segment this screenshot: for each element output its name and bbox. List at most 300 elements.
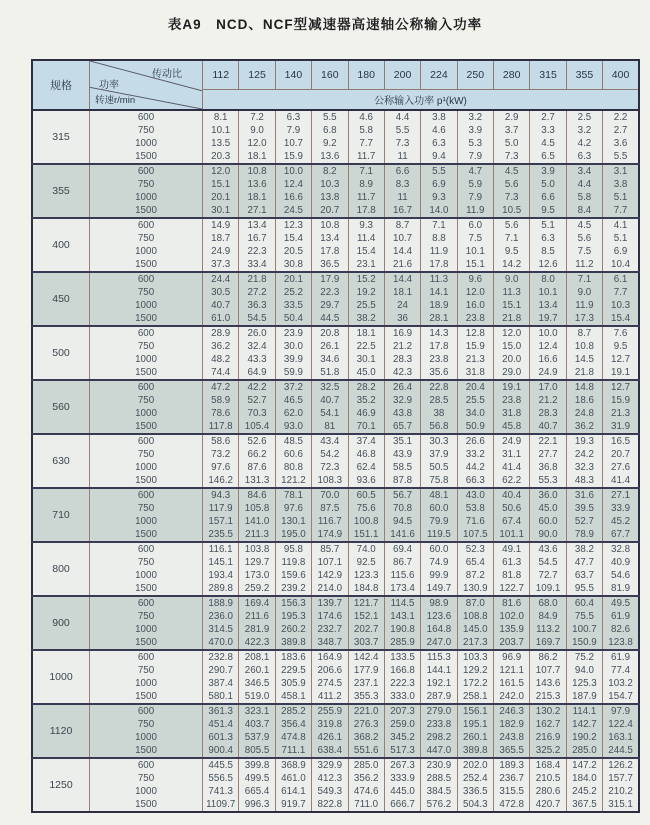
value-cell: 287.9 [421, 690, 457, 704]
value-cell: 23.8 [494, 394, 530, 407]
value-cell: 22.3 [312, 286, 348, 299]
value-cell: 35.6 [421, 366, 457, 380]
value-cell: 12.3 [275, 218, 311, 232]
value-cell: 28.9 [203, 326, 239, 340]
value-cell: 27.1 [603, 488, 639, 502]
value-cell: 28.2 [348, 380, 384, 394]
value-cell: 103.8 [239, 542, 275, 556]
value-cell: 5.6 [494, 178, 530, 191]
value-cell: 7.2 [239, 110, 275, 124]
value-cell: 288.5 [421, 772, 457, 785]
ratio-header-cell: 140 [275, 60, 311, 90]
value-cell: 16.7 [384, 204, 420, 218]
value-cell: 129.2 [457, 664, 493, 677]
speed-cell: 1500 [90, 312, 203, 326]
value-cell: 86.7 [384, 556, 420, 569]
value-cell: 216.9 [530, 731, 566, 744]
speed-cell: 1500 [90, 204, 203, 218]
value-cell: 72.7 [530, 569, 566, 582]
value-cell: 8.3 [384, 178, 420, 191]
value-cell: 60.0 [530, 515, 566, 528]
value-cell: 34.6 [312, 353, 348, 366]
value-cell: 7.7 [348, 137, 384, 150]
value-cell: 368.2 [348, 731, 384, 744]
value-cell: 70.0 [312, 488, 348, 502]
value-cell: 96.9 [494, 650, 530, 664]
value-cell: 99.9 [421, 569, 457, 582]
value-cell: 5.8 [566, 191, 602, 204]
ratio-header-cell: 250 [457, 60, 493, 90]
value-cell: 33.4 [239, 258, 275, 272]
value-cell: 150.9 [566, 636, 602, 650]
value-cell: 3.8 [603, 178, 639, 191]
value-cell: 10.7 [275, 137, 311, 150]
value-cell: 329.9 [312, 758, 348, 772]
value-cell: 166.8 [384, 664, 420, 677]
speed-cell: 750 [90, 718, 203, 731]
value-cell: 70.1 [348, 420, 384, 434]
value-cell: 41.4 [494, 461, 530, 474]
value-cell: 123.8 [603, 636, 639, 650]
value-cell: 207.3 [384, 704, 420, 718]
spec-cell: 500 [32, 326, 90, 380]
value-cell: 14.2 [494, 258, 530, 272]
value-cell: 8.8 [421, 232, 457, 245]
table-row [32, 664, 639, 677]
value-cell: 290.7 [203, 664, 239, 677]
value-cell: 259.0 [384, 718, 420, 731]
table-row [32, 245, 639, 258]
value-cell: 242.0 [494, 690, 530, 704]
value-cell: 24.9 [530, 366, 566, 380]
value-cell: 43.9 [384, 448, 420, 461]
value-cell: 39.5 [566, 502, 602, 515]
nominal-input-power-subheader: 公称输入功率 p¹(kW) [203, 90, 640, 111]
value-cell: 94.0 [566, 664, 602, 677]
value-cell: 4.6 [348, 110, 384, 124]
value-cell: 46.9 [348, 407, 384, 420]
value-cell: 14.4 [384, 272, 420, 286]
spec-cell: 355 [32, 164, 90, 218]
value-cell: 142.7 [566, 718, 602, 731]
speed-axis-label: 转速r/min [95, 95, 136, 106]
value-cell: 7.9 [275, 124, 311, 137]
value-cell: 60.6 [275, 448, 311, 461]
value-cell: 9.5 [494, 245, 530, 258]
value-cell: 107.1 [312, 556, 348, 569]
value-cell: 38.2 [566, 542, 602, 556]
table-row [32, 556, 639, 569]
power-axis-label: 功率 [99, 80, 119, 91]
value-cell: 222.3 [384, 677, 420, 690]
value-cell: 285.0 [348, 758, 384, 772]
value-cell: 210.2 [603, 785, 639, 798]
value-cell: 20.0 [494, 353, 530, 366]
value-cell: 32.8 [603, 542, 639, 556]
value-cell: 125.3 [566, 677, 602, 690]
value-cell: 325.2 [530, 744, 566, 758]
spec-cell: 1250 [32, 758, 90, 812]
value-cell: 461.0 [275, 772, 311, 785]
value-cell: 60.0 [421, 502, 457, 515]
value-cell: 31.1 [494, 448, 530, 461]
value-cell: 5.3 [457, 137, 493, 150]
value-cell: 4.5 [566, 218, 602, 232]
value-cell: 74.4 [203, 366, 239, 380]
value-cell: 356.4 [275, 718, 311, 731]
value-cell: 26.4 [384, 380, 420, 394]
value-cell: 61.9 [603, 650, 639, 664]
value-cell: 17.8 [348, 204, 384, 218]
value-cell: 23.1 [348, 258, 384, 272]
value-cell: 5.5 [384, 124, 420, 137]
table-row [32, 380, 639, 394]
value-cell: 32.9 [384, 394, 420, 407]
value-cell: 36 [384, 312, 420, 326]
table-row [32, 704, 639, 718]
value-cell: 11.3 [494, 286, 530, 299]
value-cell: 11.9 [421, 245, 457, 258]
value-cell: 387.4 [203, 677, 239, 690]
speed-cell: 1000 [90, 623, 203, 636]
value-cell: 33.2 [457, 448, 493, 461]
value-cell: 422.3 [239, 636, 275, 650]
table-row [32, 150, 639, 164]
value-cell: 6.6 [384, 164, 420, 178]
value-cell: 65.7 [384, 420, 420, 434]
value-cell: 2.5 [566, 110, 602, 124]
value-cell: 40.7 [203, 299, 239, 312]
value-cell: 114.1 [566, 704, 602, 718]
value-cell: 245.2 [566, 785, 602, 798]
value-cell: 121.1 [494, 664, 530, 677]
value-cell: 14.0 [421, 204, 457, 218]
value-cell: 45.2 [603, 515, 639, 528]
value-cell: 6.3 [275, 110, 311, 124]
value-cell: 156.1 [457, 704, 493, 718]
value-cell: 105.8 [239, 502, 275, 515]
table-row [32, 448, 639, 461]
value-cell: 5.6 [494, 218, 530, 232]
value-cell: 666.7 [384, 798, 420, 812]
value-cell: 70.3 [239, 407, 275, 420]
value-cell: 27.7 [530, 448, 566, 461]
value-cell: 3.9 [530, 164, 566, 178]
value-cell: 900.4 [203, 744, 239, 758]
value-cell: 314.5 [203, 623, 239, 636]
value-cell: 43.4 [312, 434, 348, 448]
value-cell: 15.1 [203, 178, 239, 191]
value-cell: 665.4 [239, 785, 275, 798]
value-cell: 348.7 [312, 636, 348, 650]
value-cell: 9.3 [348, 218, 384, 232]
value-cell: 3.4 [566, 164, 602, 178]
value-cell: 115.6 [384, 569, 420, 582]
value-cell: 157.7 [603, 772, 639, 785]
value-cell: 164.9 [312, 650, 348, 664]
value-cell: 28.3 [530, 407, 566, 420]
value-cell: 87.0 [457, 596, 493, 610]
value-cell: 13.5 [203, 137, 239, 150]
value-cell: 30.0 [275, 340, 311, 353]
value-cell: 29.0 [494, 366, 530, 380]
table-row [32, 353, 639, 366]
value-cell: 447.0 [421, 744, 457, 758]
value-cell: 45.8 [494, 420, 530, 434]
value-cell: 31.8 [494, 407, 530, 420]
value-cell: 8.7 [566, 326, 602, 340]
value-cell: 28.1 [421, 312, 457, 326]
value-cell: 130.9 [457, 582, 493, 596]
value-cell: 805.5 [239, 744, 275, 758]
value-cell: 556.5 [203, 772, 239, 785]
value-cell: 4.2 [566, 137, 602, 150]
value-cell: 7.7 [603, 286, 639, 299]
value-cell: 75.6 [348, 502, 384, 515]
value-cell: 85.7 [312, 542, 348, 556]
value-cell: 126.2 [603, 758, 639, 772]
value-cell: 31.8 [457, 366, 493, 380]
value-cell: 119.5 [421, 528, 457, 542]
value-cell: 16.7 [239, 232, 275, 245]
value-cell: 22.3 [239, 245, 275, 258]
value-cell: 255.9 [312, 704, 348, 718]
value-cell: 195.1 [457, 718, 493, 731]
value-cell: 28.3 [384, 353, 420, 366]
spec-cell: 630 [32, 434, 90, 488]
value-cell: 42.3 [384, 366, 420, 380]
speed-cell: 750 [90, 340, 203, 353]
value-cell: 230.9 [421, 758, 457, 772]
table-row [32, 528, 639, 542]
value-cell: 46.5 [275, 394, 311, 407]
value-cell: 6.9 [603, 245, 639, 258]
value-cell: 26.6 [457, 434, 493, 448]
value-cell: 12.7 [603, 353, 639, 366]
table-row [32, 542, 639, 556]
value-cell: 10.1 [457, 245, 493, 258]
value-cell: 63.7 [566, 569, 602, 582]
value-cell: 75.2 [566, 650, 602, 664]
value-cell: 3.2 [457, 110, 493, 124]
value-cell: 149.7 [421, 582, 457, 596]
value-cell: 169.7 [530, 636, 566, 650]
table-row [32, 650, 639, 664]
value-cell: 64.9 [239, 366, 275, 380]
speed-cell: 750 [90, 286, 203, 299]
value-cell: 29.7 [312, 299, 348, 312]
value-cell: 61.3 [494, 556, 530, 569]
value-cell: 356.2 [348, 772, 384, 785]
value-cell: 18.7 [203, 232, 239, 245]
value-cell: 67.7 [603, 528, 639, 542]
value-cell: 97.9 [603, 704, 639, 718]
value-cell: 184.0 [566, 772, 602, 785]
value-cell: 7.9 [457, 191, 493, 204]
value-cell: 235.5 [203, 528, 239, 542]
value-cell: 54.5 [530, 556, 566, 569]
value-cell: 43.0 [457, 488, 493, 502]
value-cell: 412.3 [312, 772, 348, 785]
value-cell: 12.0 [457, 286, 493, 299]
value-cell: 14.3 [421, 326, 457, 340]
value-cell: 21.6 [384, 258, 420, 272]
value-cell: 11.2 [566, 258, 602, 272]
value-cell: 48.5 [275, 434, 311, 448]
speed-cell: 600 [90, 326, 203, 340]
value-cell: 537.9 [239, 731, 275, 744]
value-cell: 15.0 [494, 340, 530, 353]
value-cell: 215.3 [530, 690, 566, 704]
value-cell: 919.7 [275, 798, 311, 812]
value-cell: 208.1 [239, 650, 275, 664]
value-cell: 144.1 [421, 664, 457, 677]
value-cell: 5.9 [457, 178, 493, 191]
value-cell: 173.0 [239, 569, 275, 582]
speed-cell: 600 [90, 488, 203, 502]
value-cell: 11 [384, 150, 420, 164]
value-cell: 12.7 [603, 380, 639, 394]
value-cell: 274.5 [312, 677, 348, 690]
value-cell: 6.6 [530, 191, 566, 204]
speed-cell: 600 [90, 380, 203, 394]
value-cell: 4.4 [384, 110, 420, 124]
value-cell: 11.9 [566, 299, 602, 312]
value-cell: 202.7 [348, 623, 384, 636]
table-row [32, 340, 639, 353]
value-cell: 10.0 [275, 164, 311, 178]
value-cell: 43.3 [239, 353, 275, 366]
header-row-ratios [32, 60, 639, 90]
value-cell: 18.1 [384, 286, 420, 299]
value-cell: 50.5 [421, 461, 457, 474]
value-cell: 94.3 [203, 488, 239, 502]
value-cell: 4.1 [603, 218, 639, 232]
value-cell: 15.9 [603, 394, 639, 407]
speed-cell: 1000 [90, 245, 203, 258]
value-cell: 361.3 [203, 704, 239, 718]
value-cell: 62.2 [494, 474, 530, 488]
value-cell: 143.6 [530, 677, 566, 690]
value-cell: 12.0 [239, 137, 275, 150]
table-row [32, 731, 639, 744]
table-row [32, 312, 639, 326]
value-cell: 11.4 [348, 232, 384, 245]
value-cell: 86.2 [530, 650, 566, 664]
value-cell: 50.4 [275, 312, 311, 326]
speed-cell: 600 [90, 218, 203, 232]
value-cell: 54.1 [312, 407, 348, 420]
value-cell: 305.9 [275, 677, 311, 690]
value-cell: 17.8 [312, 245, 348, 258]
value-cell: 323.1 [239, 704, 275, 718]
value-cell: 81.6 [494, 596, 530, 610]
speed-cell: 750 [90, 124, 203, 137]
value-cell: 41.4 [603, 474, 639, 488]
value-cell: 32.3 [566, 461, 602, 474]
value-cell: 236.7 [494, 772, 530, 785]
value-cell: 25.5 [457, 394, 493, 407]
value-cell: 24.9 [494, 434, 530, 448]
value-cell: 12.8 [457, 326, 493, 340]
value-cell: 61.0 [203, 312, 239, 326]
value-cell: 39.9 [275, 353, 311, 366]
value-cell: 13.4 [312, 232, 348, 245]
value-cell: 43.6 [530, 542, 566, 556]
value-cell: 16.6 [530, 353, 566, 366]
table-row [32, 420, 639, 434]
value-cell: 74.9 [421, 556, 457, 569]
value-cell: 21.2 [530, 394, 566, 407]
value-cell: 78.1 [275, 488, 311, 502]
value-cell: 60.5 [348, 488, 384, 502]
value-cell: 122.7 [494, 582, 530, 596]
value-cell: 154.7 [603, 690, 639, 704]
value-cell: 22.5 [348, 340, 384, 353]
value-cell: 79.9 [421, 515, 457, 528]
value-cell: 13.6 [312, 150, 348, 164]
value-cell: 5.8 [348, 124, 384, 137]
spec-cell: 450 [32, 272, 90, 326]
value-cell: 10.7 [384, 232, 420, 245]
value-cell: 30.1 [348, 353, 384, 366]
table-row [32, 286, 639, 299]
value-cell: 17.0 [530, 380, 566, 394]
value-cell: 504.3 [457, 798, 493, 812]
value-cell: 7.3 [494, 150, 530, 164]
value-cell: 28.5 [421, 394, 457, 407]
value-cell: 21.3 [457, 353, 493, 366]
value-cell: 15.1 [494, 299, 530, 312]
value-cell: 164.8 [421, 623, 457, 636]
value-cell: 6.3 [421, 137, 457, 150]
value-cell: 35.1 [384, 434, 420, 448]
value-cell: 58.6 [203, 434, 239, 448]
value-cell: 61.9 [603, 610, 639, 623]
value-cell: 6.9 [421, 178, 457, 191]
value-cell: 75.5 [566, 610, 602, 623]
spec-cell: 1000 [32, 650, 90, 704]
value-cell: 174.9 [312, 528, 348, 542]
value-cell: 601.3 [203, 731, 239, 744]
value-cell: 67.4 [494, 515, 530, 528]
value-cell: 173.4 [384, 582, 420, 596]
value-cell: 84.6 [239, 488, 275, 502]
value-cell: 177.9 [348, 664, 384, 677]
value-cell: 47.7 [566, 556, 602, 569]
speed-cell: 1500 [90, 528, 203, 542]
value-cell: 7.1 [566, 272, 602, 286]
value-cell: 92.5 [348, 556, 384, 569]
value-cell: 52.7 [566, 515, 602, 528]
value-cell: 12.6 [530, 258, 566, 272]
value-cell: 5.1 [603, 191, 639, 204]
value-cell: 711.1 [275, 744, 311, 758]
value-cell: 145.0 [457, 623, 493, 636]
value-cell: 5.5 [312, 110, 348, 124]
value-cell: 279.0 [421, 704, 457, 718]
value-cell: 20.3 [203, 150, 239, 164]
value-cell: 108.8 [457, 610, 493, 623]
ratio-header-cell: 180 [348, 60, 384, 90]
speed-cell: 1000 [90, 515, 203, 528]
value-cell: 4.6 [421, 124, 457, 137]
value-cell: 258.1 [457, 690, 493, 704]
value-cell: 45.0 [348, 366, 384, 380]
value-cell: 183.6 [275, 650, 311, 664]
value-cell: 517.3 [384, 744, 420, 758]
value-cell: 73.2 [203, 448, 239, 461]
